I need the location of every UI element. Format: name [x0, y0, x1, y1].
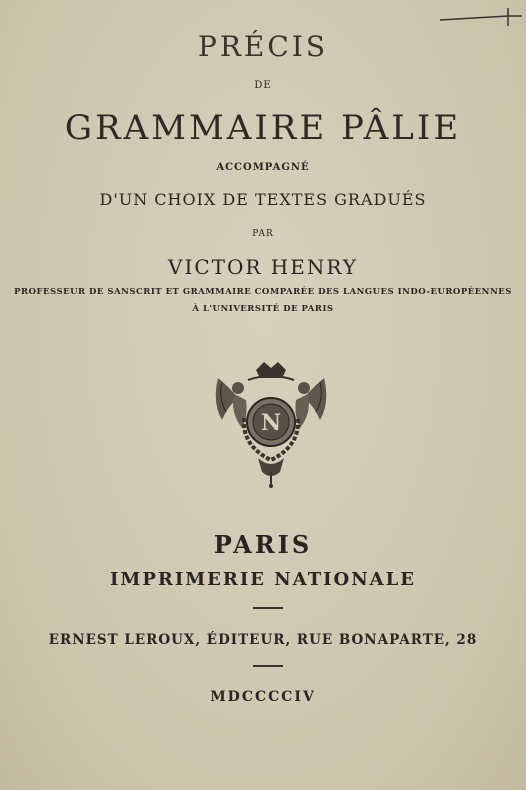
imprint-city: PARIS	[213, 530, 313, 559]
author-affiliation-line2: À L'UNIVERSITÉ DE PARIS	[192, 304, 334, 314]
author-name: VICTOR HENRY	[168, 255, 358, 279]
divider-rule	[253, 665, 283, 667]
imprint-publisher: ERNEST LEROUX, ÉDITEUR, RUE BONAPARTE, 28	[48, 632, 478, 648]
connector-de: DE	[254, 80, 272, 91]
divider-rule	[253, 607, 283, 609]
imprint-year: MDCCCCIV	[210, 689, 316, 705]
page-corner-mark	[438, 6, 524, 28]
subtitle-choix: D'UN CHOIX DE TEXTES GRADUÉS	[99, 190, 427, 209]
top-title: PRÉCIS	[197, 30, 329, 63]
imperial-emblem-icon	[208, 358, 334, 488]
emblem-letter: N	[260, 410, 282, 436]
main-title: GRAMMAIRE PÂLIE	[64, 108, 462, 148]
subtitle-accompagne: ACCOMPAGNÉ	[216, 162, 310, 173]
author-affiliation-line1: PROFESSEUR DE SANSCRIT ET GRAMMAIRE COMPARÉE DES LANGUES INDO-EUROPÉENNES	[14, 287, 512, 297]
connector-par: PAR	[252, 229, 274, 239]
imprint-printer: IMPRIMERIE NATIONALE	[110, 569, 416, 590]
